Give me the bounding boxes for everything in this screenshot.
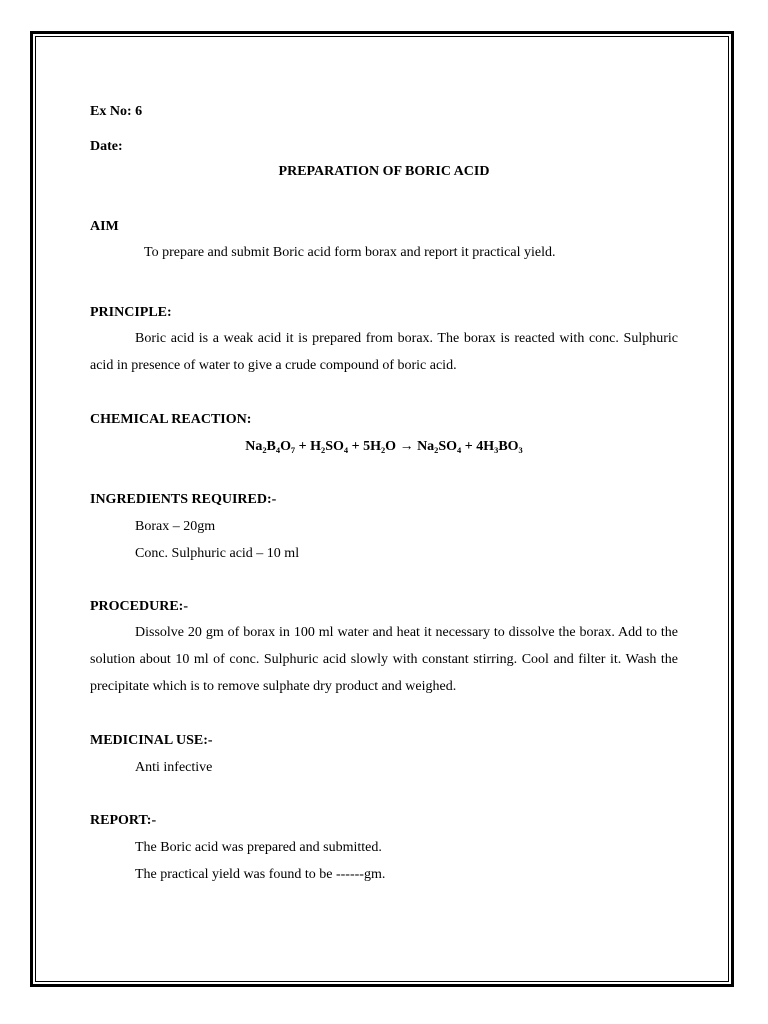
chemical-reaction-heading: CHEMICAL REACTION:: [90, 412, 252, 427]
chemical-equation: Na₂B₄O₇ + H₂SO₄ + 5H₂O → Na₂SO₄ + 4H₃BO₃: [245, 439, 523, 454]
ingredients-heading: INGREDIENTS REQUIRED:-: [90, 492, 277, 507]
principle-text: Boric acid is a weak acid it is prepared from borax. The borax is reacted with conc. Sulphuric acid in presence of water to give a crude compound of boric acid.: [90, 331, 678, 373]
ingredient-item: Conc. Sulphuric acid – 10 ml: [135, 546, 300, 561]
procedure-paragraph: [90, 619, 678, 700]
medicinal-use-heading: MEDICINAL USE:-: [90, 733, 213, 748]
principle-heading: PRINCIPLE:: [90, 305, 172, 320]
ingredient-item: Borax – 20gm: [135, 519, 216, 534]
date-label: Date:: [90, 139, 123, 154]
aim-text: To prepare and submit Boric acid form borax and report it practical yield.: [144, 245, 556, 260]
report-line: The Boric acid was prepared and submitted.: [135, 840, 382, 855]
report-line: The practical yield was found to be ------gm.: [135, 867, 386, 882]
procedure-text: Dissolve 20 gm of borax in 100 ml water and heat it necessary to dissolve the borax. Add to the solution about 10 ml of conc. Sulphuric acid slowly with constant stirring. Cool and filter it. Wash the precipitate which is to remove sulphate dry product and weighed.: [90, 625, 678, 694]
medicinal-use-text: Anti infective: [135, 760, 213, 775]
procedure-heading: PROCEDURE:-: [90, 599, 188, 614]
aim-heading: AIM: [90, 219, 119, 234]
report-heading: REPORT:-: [90, 813, 157, 828]
principle-paragraph: [90, 325, 678, 379]
page-title: PREPARATION OF BORIC ACID: [278, 164, 490, 179]
ex-no-label: Ex No: 6: [90, 104, 143, 119]
